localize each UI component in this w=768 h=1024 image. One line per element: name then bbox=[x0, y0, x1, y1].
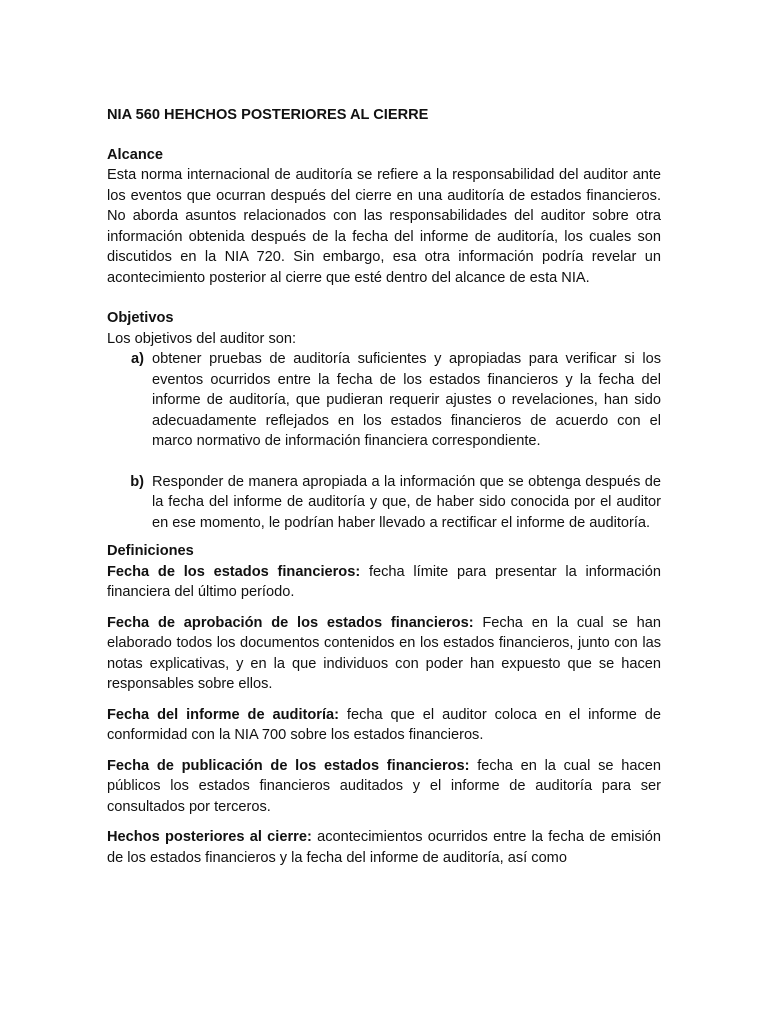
definition-text: Fecha en la cual se han elaborado todos los documentos contenidos en los estados financieros, junto con las notas explicativas, y en la que individuos con poder han expuesto que se hacen responsables sobre ellos. bbox=[107, 614, 661, 692]
alcance-paragraph: Esta norma internacional de auditoría se refiere a la responsabilidad del auditor ante los eventos que ocurran después del cierre en una auditoría de estados financieros. No aborda asuntos relacionados con las responsabilidades del auditor sobre otra información obtenida después de la fecha del informe de auditoría, los cuales son discutidos en la NIA 720. Sin embargo, esa otra información podría revelar un acontecimiento posterior al cierre que esté dentro del alcance de esta NIA. bbox=[107, 167, 661, 286]
definition-text: fecha que el auditor coloca en el informe de conformidad con la NIA 700 sobre los estados financieros. bbox=[107, 706, 661, 743]
section-heading-definiciones: Definiciones bbox=[107, 543, 194, 559]
list-item-text: obtener pruebas de auditoría suficientes y apropiadas para verificar si los eventos ocurridos entre la fecha de los estados financieros y la fecha del informe de auditoría, que pudieran requerir ajustes o revelaciones, han sido adecuadamente reflejados en los estados financieros de acuerdo con el marco normativo de información financiera correspondiente. bbox=[152, 351, 661, 449]
list-marker: b) bbox=[130, 473, 144, 490]
section-heading-alcance: Alcance bbox=[107, 146, 163, 163]
definition-item bbox=[107, 613, 661, 695]
section-heading-objetivos: Objetivos bbox=[107, 310, 174, 326]
document-title: NIA 560 HEHCHOS POSTERIORES AL CIERRE bbox=[107, 107, 429, 123]
definition-term: Fecha de publicación de los estados financieros: bbox=[107, 757, 470, 774]
definition-text: fecha en la cual se hacen públicos los estados financieros auditados y el informe de auditoría para ser consultados por terceros. bbox=[107, 757, 661, 815]
definition-term: Fecha de los estados financieros: bbox=[107, 563, 361, 580]
definition-item bbox=[107, 756, 661, 818]
definition-term: Hechos posteriores al cierre: bbox=[107, 829, 312, 845]
list-marker: a) bbox=[131, 351, 144, 367]
definition-term: Fecha del informe de auditoría: bbox=[107, 706, 339, 723]
section-objetivos bbox=[107, 308, 661, 533]
definition-text: fecha límite para presentar la información financiera del último período. bbox=[107, 563, 661, 600]
section-alcance bbox=[107, 145, 661, 289]
definition-term: Fecha de aprobación de los estados financieros: bbox=[107, 614, 474, 631]
list-item-text: Responder de manera apropiada a la información que se obtenga después de la fecha del informe de auditoría y que, de haber sido conocida por el auditor en ese momento, le podrían haber llevado a rectificar el informe de auditoría. bbox=[152, 473, 661, 531]
section-definiciones bbox=[107, 541, 661, 868]
definition-item bbox=[107, 562, 661, 603]
list-item bbox=[107, 472, 661, 534]
definition-item bbox=[107, 705, 661, 746]
definition-item bbox=[107, 827, 661, 868]
document-page bbox=[107, 105, 661, 878]
definition-text: acontecimientos ocurridos entre la fecha de emisión de los estados financieros y la fecha del informe de auditoría, así como bbox=[107, 829, 662, 866]
objetivos-intro: Los objetivos del auditor son: bbox=[107, 330, 297, 347]
list-item bbox=[107, 349, 661, 452]
